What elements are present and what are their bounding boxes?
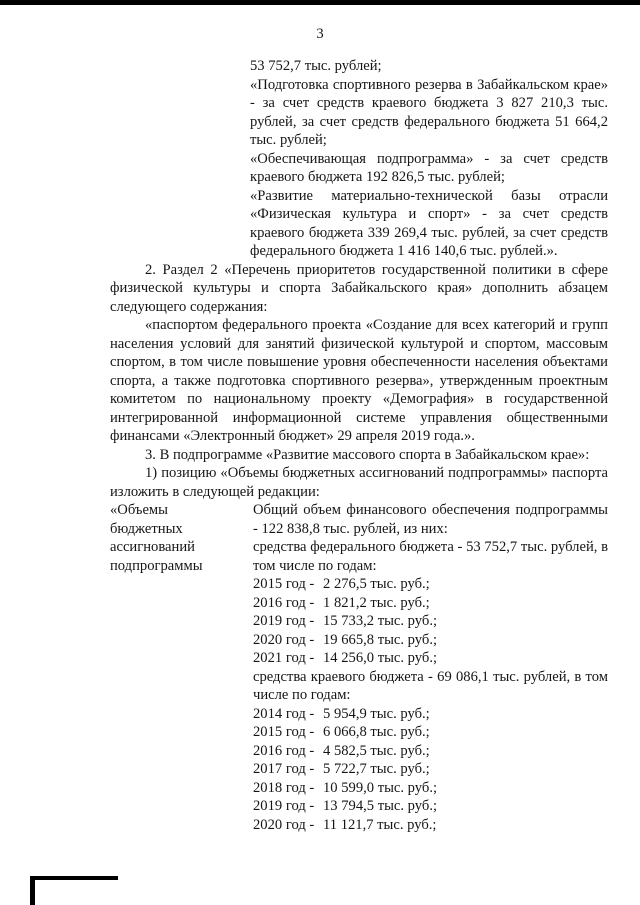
year-amount: 5 954,9 тыс. руб.;	[323, 705, 430, 722]
regional-year-line	[253, 742, 608, 761]
regional-year-line	[253, 779, 608, 798]
year-amount: 2 276,5 тыс. руб.;	[323, 576, 430, 592]
paragraph-federal-passport: «паспортом федерального проекта «Создание для всех категорий и групп населения условий для занятий физической культурой и спортом, массовым спортом, в том числе повышение уровня обеспеченности населения объектами спорта, а также подготовка спортивного резерва», утвержденным проектным комитетом по национальному проекту «Демография» в государственной интегрированной информационной системе управления общественными финансами «Электронный бюджет» 29 апреля 2019 года.».	[110, 317, 608, 444]
bottom-frame-line-vertical	[30, 876, 35, 905]
passport-row-value	[253, 501, 608, 834]
page-number: 3	[316, 26, 324, 42]
year-amount: 5 722,7 тыс. руб.;	[323, 761, 430, 777]
continuation-line: 53 752,7 тыс. рублей;	[250, 58, 382, 74]
paragraph-item-1: 1) позицию «Объемы бюджетных ассигнований подпрограммы» паспорта изложить в следующей редакции:	[110, 465, 608, 500]
year-label: 2014 год -	[253, 705, 315, 722]
year-label: 2020 год -	[253, 816, 315, 833]
year-amount: 11 121,7 тыс. руб.;	[323, 816, 437, 833]
year-label: 2019 год -	[253, 613, 315, 629]
federal-year-line	[253, 631, 608, 650]
program-item: «Подготовка спортивного резерва в Забайкальском крае» - за счет средств краевого бюджета 3 827 210,3 тыс. рублей, за счет средств федерального бюджета 51 664,2 тыс. рублей;	[250, 76, 608, 148]
year-amount: 19 665,8 тыс. руб.;	[323, 631, 438, 648]
year-label: 2016 год -	[253, 742, 315, 759]
regional-year-line	[253, 723, 608, 742]
federal-year-line	[253, 649, 608, 668]
program-item: «Развитие материально-технической базы отрасли «Физическая культура и спорт» - за счет средств краевого бюджета 339 269,4 тыс. рублей, за счет средств федерального бюджета 1 416 140,6 тыс. рублей.».	[250, 187, 608, 259]
page-top-border-line	[0, 0, 640, 5]
year-amount: 1 821,2 тыс. руб.;	[323, 594, 430, 611]
year-amount: 6 066,8 тыс. руб.;	[323, 724, 430, 740]
bottom-frame-line-horizontal	[30, 876, 118, 880]
year-label: 2018 год -	[253, 779, 315, 796]
program-item: «Обеспечивающая подпрограмма» - за счет средств краевого бюджета 192 826,5 тыс. рублей;	[250, 150, 608, 185]
passport-table-row	[110, 501, 608, 834]
paragraph-section-2: 2. Раздел 2 «Перечень приоритетов государственной политики в сфере физической культуры и спорта Забайкальского края» дополнить абзацем следующего содержания:	[110, 261, 608, 315]
year-label: 2016 год -	[253, 594, 315, 611]
federal-year-line	[253, 575, 608, 594]
paragraph-section-3: 3. В подпрограмме «Развитие массового спорта в Забайкальском крае»:	[145, 446, 590, 463]
year-label: 2020 год -	[253, 631, 315, 648]
federal-year-line	[253, 612, 608, 631]
regional-year-line	[253, 760, 608, 779]
regional-year-line	[253, 705, 608, 724]
year-amount: 15 733,2 тыс. руб.;	[323, 613, 438, 629]
federal-year-line	[253, 594, 608, 613]
regional-year-line	[253, 816, 608, 835]
regional-year-line	[253, 797, 608, 816]
year-amount: 14 256,0 тыс. руб.;	[323, 650, 438, 666]
year-amount: 13 794,5 тыс. руб.;	[323, 798, 438, 814]
regional-budget-line: средства краевого бюджета - 69 086,1 тыс. рублей, в том числе по годам:	[253, 668, 608, 703]
year-label: 2019 год -	[253, 798, 315, 814]
total-funding-line: Общий объем финансового обеспечения подпрограммы - 122 838,8 тыс. рублей, из них:	[253, 502, 608, 537]
document-content	[110, 57, 608, 834]
year-label: 2015 год -	[253, 724, 315, 740]
subprogram-amounts-block	[250, 57, 608, 261]
year-amount: 10 599,0 тыс. руб.;	[323, 779, 438, 796]
year-label: 2015 год -	[253, 576, 315, 592]
passport-row-label: «Объемы бюджетных ассигнований подпрограммы	[110, 502, 203, 574]
year-amount: 4 582,5 тыс. руб.;	[323, 742, 430, 759]
year-label: 2021 год -	[253, 650, 315, 666]
year-label: 2017 год -	[253, 761, 315, 777]
federal-budget-line: средства федерального бюджета - 53 752,7 тыс. рублей, в том числе по годам:	[253, 539, 608, 574]
